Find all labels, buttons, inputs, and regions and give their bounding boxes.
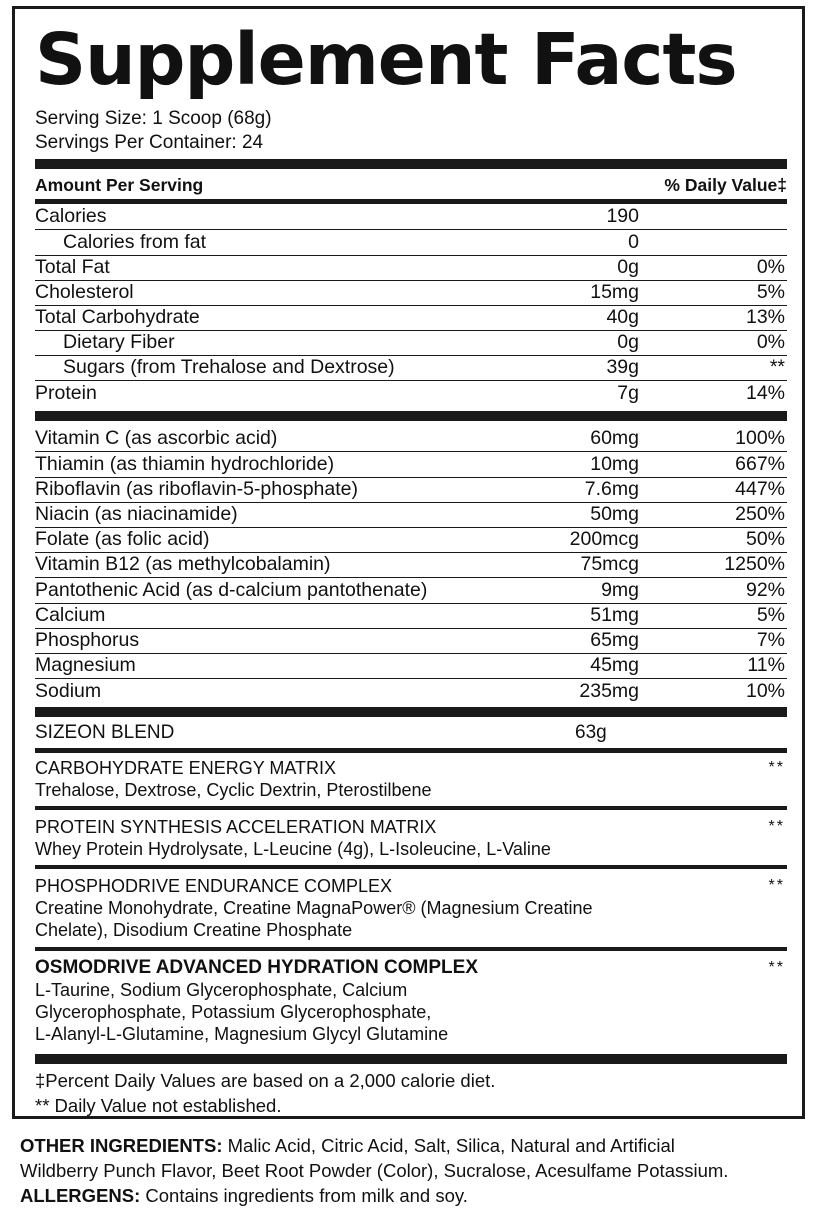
other-ingredients-line2: Wildberry Punch Flavor, Beet Root Powder (Color), Sucralose, Acesulfame Potassium. <box>20 1160 729 1181</box>
nutrient-row <box>35 305 787 331</box>
nutrient-row <box>35 628 787 654</box>
nutrient-name: Calories <box>35 205 107 227</box>
nutrient-row <box>35 452 787 478</box>
section-dv: ** <box>768 877 785 894</box>
section-line: L-Alanyl-L-Glutamine, Magnesium Glycyl Glutamine <box>35 1024 449 1044</box>
nutrient-amount: 0 <box>628 231 639 253</box>
nutrient-amount: 0g <box>617 256 639 278</box>
nutrient-amount: 51mg <box>590 604 639 626</box>
nutrient-dv: 5% <box>756 604 785 626</box>
nutrient-name: Vitamin B12 (as methylcobalamin) <box>35 553 331 575</box>
section-dv: ** <box>768 959 785 976</box>
nutrient-amount: 190 <box>606 205 639 227</box>
footnote-daily-value: ‡Percent Daily Values are based on a 2,000 calorie diet. <box>35 1070 496 1091</box>
nutrient-dv: ** <box>769 356 785 378</box>
nutrient-amount: 15mg <box>590 281 639 303</box>
nutrient-amount: 45mg <box>590 654 639 676</box>
supplement-facts-panel <box>12 6 805 1119</box>
nutrient-dv: 1250% <box>724 553 785 575</box>
nutrient-amount: 9mg <box>601 579 639 601</box>
nutrient-dv: 5% <box>756 281 785 303</box>
thick-divider <box>35 411 787 421</box>
section-line: Creatine Monohydrate, Creatine MagnaPower® (Magnesium Creatine <box>35 898 593 918</box>
nutrient-name: Folate (as folic acid) <box>35 528 210 550</box>
nutrient-name: Riboflavin (as riboflavin-5-phosphate) <box>35 478 358 500</box>
nutrient-name: Calories from fat <box>63 231 207 253</box>
nutrient-dv: 10% <box>745 680 785 702</box>
thick-divider <box>35 1054 787 1064</box>
nutrient-amount: 235mg <box>579 680 639 702</box>
nutrient-dv: 0% <box>756 331 785 353</box>
section-line: Glycerophosphate, Potassium Glycerophosphate, <box>35 1002 432 1022</box>
nutrient-row <box>35 502 787 528</box>
nutrient-amount: 50mg <box>590 503 639 525</box>
panel-title: Supplement Facts <box>35 18 737 101</box>
section-heading: CARBOHYDRATE ENERGY MATRIX <box>35 758 337 778</box>
blend-row <box>35 721 787 745</box>
section-heading: PROTEIN SYNTHESIS ACCELERATION MATRIX <box>35 817 437 837</box>
nutrient-dv: 100% <box>735 427 785 449</box>
servings-per-container: Servings Per Container: 24 <box>35 132 264 153</box>
nutrient-dv: 50% <box>745 528 785 550</box>
nutrient-dv: 667% <box>735 453 785 475</box>
nutrient-row <box>35 426 787 452</box>
nutrient-name: Total Fat <box>35 256 110 278</box>
ingredient-section <box>35 816 787 860</box>
nutrient-name: Thiamin (as thiamin hydrochloride) <box>35 453 335 475</box>
nutrient-amount: 10mg <box>590 453 639 475</box>
serving-size: Serving Size: 1 Scoop (68g) <box>35 108 272 129</box>
nutrient-amount: 7g <box>617 382 639 404</box>
nutrient-dv: 92% <box>745 579 785 601</box>
nutrient-dv: 11% <box>747 654 785 676</box>
nutrient-name: Sodium <box>35 680 102 702</box>
footnote-not-established: ** Daily Value not established. <box>35 1095 282 1116</box>
nutrient-name: Total Carbohydrate <box>35 306 200 328</box>
nutrient-row <box>35 578 787 604</box>
medium-divider <box>35 748 787 753</box>
nutrient-amount: 75mcg <box>580 553 639 575</box>
nutrient-name: Dietary Fiber <box>63 331 175 353</box>
section-line: L-Taurine, Sodium Glycerophosphate, Calcium <box>35 980 408 1000</box>
nutrient-row <box>35 679 787 704</box>
section-line: Whey Protein Hydrolysate, L-Leucine (4g), L-Isoleucine, L-Valine <box>35 839 551 859</box>
nutrient-amount: 60mg <box>590 427 639 449</box>
nutrient-name: Magnesium <box>35 654 136 676</box>
nutrient-row <box>35 280 787 306</box>
ingredient-section <box>35 875 787 941</box>
nutrient-amount: 39g <box>606 356 639 378</box>
nutrient-row <box>35 552 787 578</box>
nutrient-amount: 7.6mg <box>584 478 639 500</box>
section-divider <box>35 806 787 810</box>
nutrient-name: Cholesterol <box>35 281 134 303</box>
nutrient-row <box>35 381 787 406</box>
nutrient-dv: 7% <box>756 629 785 651</box>
thick-divider <box>35 707 787 717</box>
nutrient-amount: 200mcg <box>569 528 639 550</box>
amount-per-serving-label: Amount Per Serving <box>35 175 204 195</box>
nutrient-name: Pantothenic Acid (as d-calcium pantothenate) <box>35 579 428 601</box>
allergens-text: Contains ingredients from milk and soy. <box>145 1185 468 1206</box>
nutrient-row <box>35 653 787 679</box>
nutrient-row <box>35 603 787 629</box>
nutrient-dv: 14% <box>745 382 785 404</box>
section-divider <box>35 865 787 869</box>
nutrient-name: Sugars (from Trehalose and Dextrose) <box>63 356 395 378</box>
nutrient-row <box>35 230 787 256</box>
section-heading: OSMODRIVE ADVANCED HYDRATION COMPLEX <box>35 957 479 978</box>
nutrient-row <box>35 527 787 553</box>
nutrient-amount: 40g <box>606 306 639 328</box>
thick-divider <box>35 159 787 169</box>
daily-value-label: % Daily Value‡ <box>664 175 787 195</box>
section-line: Trehalose, Dextrose, Cyclic Dextrin, Pterostilbene <box>35 780 432 800</box>
nutrient-dv: 13% <box>745 306 785 328</box>
blend-name: SIZEON BLEND <box>35 722 175 743</box>
nutrient-name: Protein <box>35 382 97 404</box>
allergens-label: ALLERGENS: <box>20 1185 141 1206</box>
nutrient-dv: 0% <box>756 256 785 278</box>
other-ingredients-label: OTHER INGREDIENTS: <box>20 1135 223 1156</box>
section-dv: ** <box>768 818 785 835</box>
ingredient-section <box>35 957 787 1045</box>
section-line: Chelate), Disodium Creatine Phosphate <box>35 920 353 940</box>
section-divider <box>35 947 787 951</box>
nutrient-name: Phosphorus <box>35 629 140 651</box>
blend-amount: 63g <box>575 722 607 743</box>
nutrient-amount: 65mg <box>590 629 639 651</box>
nutrient-name: Calcium <box>35 604 106 626</box>
nutrient-row <box>35 477 787 503</box>
nutrient-amount: 0g <box>617 331 639 353</box>
other-ingredients <box>20 1133 820 1208</box>
ingredient-section <box>35 757 787 801</box>
nutrient-row <box>35 330 787 356</box>
nutrient-dv: 447% <box>735 478 785 500</box>
amount-header <box>35 172 787 198</box>
nutrient-name: Niacin (as niacinamide) <box>35 503 238 525</box>
other-ingredients-line1: Malic Acid, Citric Acid, Salt, Silica, Natural and Artificial <box>227 1135 675 1156</box>
nutrient-dv: 250% <box>735 503 785 525</box>
nutrient-name: Vitamin C (as ascorbic acid) <box>35 427 278 449</box>
section-dv: ** <box>768 759 785 776</box>
nutrient-row <box>35 255 787 281</box>
nutrient-row <box>35 355 787 381</box>
section-heading: PHOSPHODRIVE ENDURANCE COMPLEX <box>35 876 393 896</box>
nutrient-row <box>35 204 787 230</box>
